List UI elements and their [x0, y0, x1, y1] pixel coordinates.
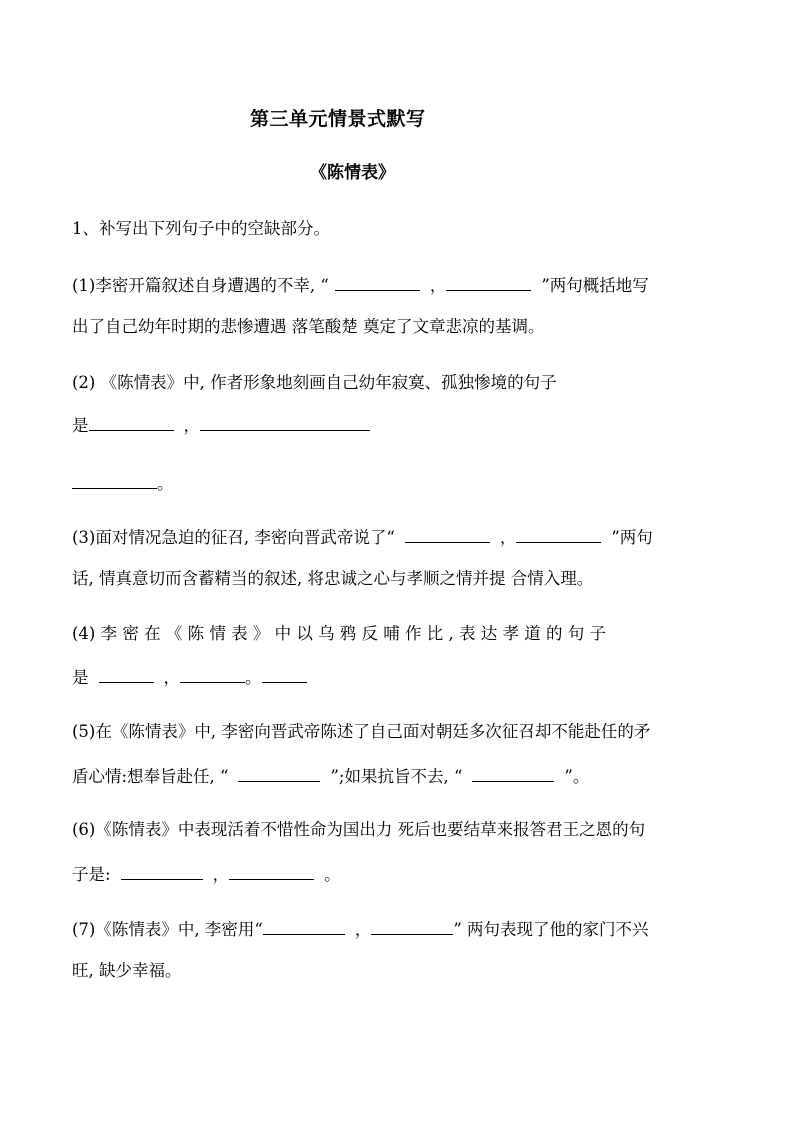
q5-line-1: (5)在《陈情表》中, 李密向晋武帝陈述了自己面对朝廷多次征召却不能赴任的矛 — [72, 722, 651, 741]
q6-line-2 — [72, 861, 341, 887]
answer-blank[interactable] — [405, 524, 490, 543]
q3-line-2: 话, 情真意切而含蓄精当的叙述, 将忠诚之心与孝顺之情并提 合情入理。 — [72, 569, 594, 588]
q3-line-1 — [72, 524, 653, 550]
q7-line-1 — [72, 916, 649, 942]
q2-period: 。 — [157, 474, 174, 493]
q1-line-1 — [72, 272, 649, 298]
q3-text-b: ”两句 — [611, 528, 653, 547]
answer-blank[interactable] — [516, 524, 601, 543]
q5-text-b: ”;如果抗旨不去, “ — [330, 767, 463, 786]
q7-text-b: ” 两句表现了他的家门不兴 — [453, 920, 649, 939]
q1-line-2: 出了自己幼年时期的悲惨遭遇 落笔酸楚 奠定了文章悲凉的基调。 — [72, 317, 545, 336]
q2-comma: ， — [183, 416, 200, 435]
answer-blank[interactable] — [72, 470, 157, 489]
q5-line-2 — [72, 763, 589, 789]
q7-comma: ， — [354, 920, 372, 939]
q6-period: 。 — [324, 865, 341, 884]
q1-text-a: (1)李密开篇叙述自身遭遇的不幸, “ — [72, 276, 329, 295]
answer-blank[interactable] — [99, 664, 154, 683]
answer-blank[interactable] — [229, 861, 314, 880]
q2-text-a: 是 — [72, 416, 89, 435]
q6-text-a: 子是: — [72, 865, 111, 884]
q4-period: 。 — [245, 668, 262, 687]
answer-blank[interactable] — [238, 763, 320, 782]
q1-text-b: ”两句概括地写 — [541, 276, 649, 295]
q6-comma: ， — [212, 865, 230, 884]
answer-blank[interactable] — [446, 272, 531, 291]
answer-blank[interactable] — [180, 664, 245, 683]
answer-blank[interactable] — [263, 916, 345, 935]
answer-blank[interactable] — [89, 412, 174, 431]
q6-line-1: (6)《陈情表》中表现活着不惜性命为国出力 死后也要结草来报答君王之恩的句 — [72, 820, 646, 839]
q2-line-2 — [72, 412, 370, 438]
q3-comma: ， — [499, 528, 517, 547]
q2-line-3 — [72, 470, 174, 496]
instruction: 1、补写出下列句子中的空缺部分。 — [72, 219, 330, 238]
answer-blank[interactable] — [472, 763, 554, 782]
q2-line-1: (2) 《陈情表》中, 作者形象地刻画自己幼年寂寞、孤独惨境的句子 — [72, 373, 557, 392]
q3-text-a: (3)面对情况急迫的征召, 李密向晋武帝说了“ — [72, 528, 395, 547]
q7-text-a: (7)《陈情表》中, 李密用“ — [72, 920, 263, 939]
q4-line-1: (4) 李 密 在 《 陈 情 表 》 中 以 乌 鸦 反 哺 作 比 , 表 达 孝 道 的 句 子 — [72, 624, 606, 643]
answer-blank[interactable] — [200, 412, 370, 431]
q1-comma: ， — [429, 276, 447, 295]
answer-blank[interactable] — [371, 916, 453, 935]
q4-comma: ， — [163, 668, 180, 687]
q4-text-a: 是 — [72, 668, 89, 687]
answer-blank[interactable] — [121, 861, 203, 880]
q5-text-a: 盾心情:想奉旨赴任, “ — [72, 767, 229, 786]
q4-line-2 — [72, 664, 307, 690]
answer-blank[interactable] — [262, 664, 307, 683]
answer-blank[interactable] — [335, 272, 420, 291]
q5-text-c: ”。 — [564, 767, 590, 786]
page-title: 第三单元情景式默写 — [250, 108, 426, 130]
q7-line-2: 旺, 缺少幸福。 — [72, 961, 182, 980]
section-subtitle: 《陈情表》 — [310, 163, 395, 183]
